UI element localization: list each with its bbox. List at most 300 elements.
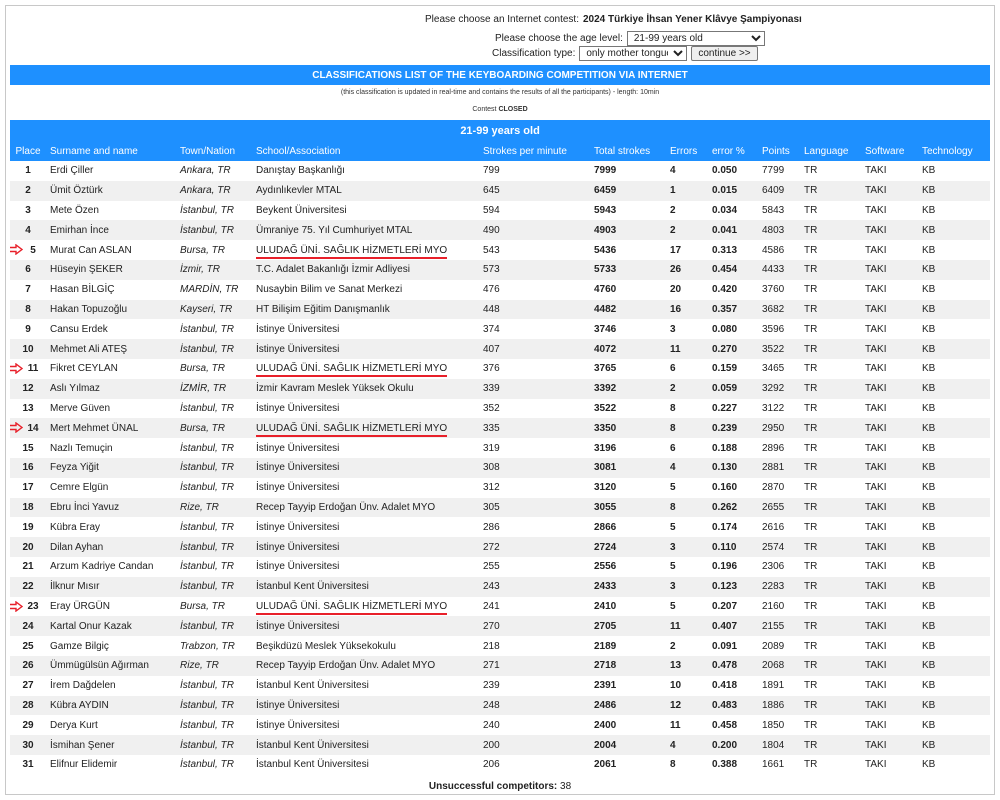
cell-total-strokes <box>590 418 666 438</box>
total-strokes-text: 2433 <box>594 581 617 593</box>
software-text: TAKI <box>865 383 887 395</box>
cell-errors <box>666 260 708 280</box>
points-text: 2068 <box>762 660 785 672</box>
total-strokes-text: 4482 <box>594 303 617 315</box>
cell-school <box>252 696 479 716</box>
error-percent-text: 0.454 <box>712 264 738 276</box>
table-row <box>10 498 990 518</box>
points-text: 2160 <box>762 600 785 612</box>
table-row <box>10 735 990 755</box>
language-text: TR <box>804 680 818 692</box>
technology-text: KB <box>922 640 936 652</box>
cell-place <box>10 220 46 240</box>
cell-software <box>861 181 918 201</box>
place-text: 27 <box>22 680 34 692</box>
cell-school <box>252 339 479 359</box>
cell-place <box>10 478 46 498</box>
age-level-select[interactable] <box>627 31 765 46</box>
technology-text: KB <box>922 699 936 711</box>
total-strokes-text: 2061 <box>594 759 617 771</box>
unsuccessful-count: 38 <box>560 781 572 792</box>
technology-text: KB <box>922 482 936 494</box>
errors-text: 5 <box>670 482 676 494</box>
cell-technology <box>918 676 990 696</box>
cell-name <box>46 537 176 557</box>
cell-name <box>46 438 176 458</box>
table-row <box>10 577 990 597</box>
cell-language <box>800 201 861 221</box>
error-percent-text: 0.188 <box>712 442 738 454</box>
school-text: İstinye Üniversitesi <box>256 462 340 474</box>
technology-text: KB <box>922 303 936 315</box>
errors-text: 10 <box>670 680 682 692</box>
school-text: İstanbul Kent Üniversitesi <box>256 759 369 771</box>
cell-points <box>758 161 800 181</box>
cell-town <box>176 715 252 735</box>
cell-town <box>176 537 252 557</box>
cell-place <box>10 319 46 339</box>
cell-error-percent <box>708 616 758 636</box>
cell-language <box>800 517 861 537</box>
cell-place <box>10 498 46 518</box>
cell-school <box>252 260 479 280</box>
strokes-per-minute-text: 352 <box>483 402 500 414</box>
table-row <box>10 478 990 498</box>
name-text: Ümmügülsün Ağırman <box>50 660 149 672</box>
cell-name <box>46 577 176 597</box>
cell-software <box>861 537 918 557</box>
language-text: TR <box>804 482 818 494</box>
cell-total-strokes <box>590 636 666 656</box>
cell-software <box>861 735 918 755</box>
highlight-arrow-icon <box>10 422 23 433</box>
errors-text: 20 <box>670 284 682 296</box>
age-group-header: 21-99 years old <box>10 120 990 142</box>
cell-place <box>10 458 46 478</box>
error-percent-text: 0.110 <box>712 541 737 553</box>
cell-town <box>176 181 252 201</box>
cell-strokes-per-minute <box>479 715 590 735</box>
cell-points <box>758 379 800 399</box>
cell-name <box>46 557 176 577</box>
error-percent-text: 0.091 <box>712 640 738 652</box>
cell-technology <box>918 181 990 201</box>
cell-school <box>252 379 479 399</box>
cell-town <box>176 418 252 438</box>
total-strokes-text: 2400 <box>594 719 617 731</box>
total-strokes-text: 2004 <box>594 739 617 751</box>
cell-name <box>46 735 176 755</box>
software-text: TAKI <box>865 264 887 276</box>
cell-name <box>46 300 176 320</box>
cell-strokes-per-minute <box>479 240 590 260</box>
cell-errors <box>666 438 708 458</box>
software-text: TAKI <box>865 165 887 177</box>
cell-strokes-per-minute <box>479 537 590 557</box>
contest-row <box>425 14 802 25</box>
place-text: 18 <box>22 501 34 513</box>
software-text: TAKI <box>865 343 887 355</box>
cell-language <box>800 280 861 300</box>
cell-technology <box>918 616 990 636</box>
errors-text: 5 <box>670 561 676 573</box>
cell-place <box>10 260 46 280</box>
age-prompt: Please choose the age level: <box>495 33 623 44</box>
cell-errors <box>666 498 708 518</box>
place-text: 20 <box>22 541 34 553</box>
error-percent-text: 0.041 <box>712 224 738 236</box>
strokes-per-minute-text: 645 <box>483 185 500 197</box>
cell-technology <box>918 220 990 240</box>
cell-strokes-per-minute <box>479 359 590 379</box>
town-text: İstanbul, TR <box>180 719 234 731</box>
cell-strokes-per-minute <box>479 616 590 636</box>
school-text: Recep Tayyip Erdoğan Ünv. Adalet MYO <box>256 501 436 513</box>
classification-type-select[interactable] <box>579 46 687 61</box>
cell-total-strokes <box>590 240 666 260</box>
town-text: İstanbul, TR <box>180 759 234 771</box>
error-percent-text: 0.262 <box>712 501 738 513</box>
school-text: İstanbul Kent Üniversitesi <box>256 581 369 593</box>
points-text: 1886 <box>762 699 785 711</box>
table-row <box>10 458 990 478</box>
errors-text: 8 <box>670 759 676 771</box>
cell-language <box>800 240 861 260</box>
place-text: 1 <box>25 165 31 177</box>
school-text: İstinye Üniversitesi <box>256 620 340 632</box>
error-percent-text: 0.478 <box>712 660 738 672</box>
column-header-place: Place <box>10 142 46 161</box>
name-text: Cansu Erdek <box>50 323 108 335</box>
points-text: 5843 <box>762 204 785 216</box>
cell-strokes-per-minute <box>479 636 590 656</box>
cell-software <box>861 616 918 636</box>
cell-language <box>800 458 861 478</box>
table-row <box>10 319 990 339</box>
place-text: 5 <box>30 244 36 256</box>
total-strokes-text: 2410 <box>594 600 617 612</box>
total-strokes-text: 3746 <box>594 323 617 335</box>
cell-place <box>10 755 46 775</box>
page-title: CLASSIFICATIONS LIST OF THE KEYBOARDING COMPETITION VIA INTERNET <box>10 65 990 85</box>
cell-total-strokes <box>590 715 666 735</box>
software-text: TAKI <box>865 561 887 573</box>
cell-software <box>861 438 918 458</box>
cell-technology <box>918 656 990 676</box>
column-header-total-strokes: Total strokes <box>590 142 666 161</box>
continue-button[interactable]: continue >> <box>691 46 757 61</box>
cell-name <box>46 220 176 240</box>
name-text: Gamze Bilgiç <box>50 640 109 652</box>
strokes-per-minute-text: 476 <box>483 284 500 296</box>
cell-strokes-per-minute <box>479 557 590 577</box>
cell-errors <box>666 220 708 240</box>
cell-total-strokes <box>590 656 666 676</box>
errors-text: 16 <box>670 303 682 315</box>
cell-software <box>861 557 918 577</box>
table-row <box>10 636 990 656</box>
cell-points <box>758 458 800 478</box>
place-text: 15 <box>22 442 34 454</box>
cell-name <box>46 498 176 518</box>
cell-school <box>252 300 479 320</box>
town-text: İstanbul, TR <box>180 739 234 751</box>
cell-technology <box>918 636 990 656</box>
points-text: 3522 <box>762 343 785 355</box>
cell-error-percent <box>708 319 758 339</box>
cell-language <box>800 359 861 379</box>
strokes-per-minute-text: 240 <box>483 719 500 731</box>
strokes-per-minute-text: 272 <box>483 541 500 553</box>
software-text: TAKI <box>865 581 887 593</box>
cell-points <box>758 280 800 300</box>
language-text: TR <box>804 640 818 652</box>
place-text: 6 <box>25 264 31 276</box>
cell-town <box>176 280 252 300</box>
points-text: 2306 <box>762 561 785 573</box>
school-text: İstinye Üniversitesi <box>256 442 340 454</box>
cell-school <box>252 577 479 597</box>
table-row <box>10 755 990 775</box>
cell-school <box>252 656 479 676</box>
cell-error-percent <box>708 399 758 419</box>
cell-total-strokes <box>590 755 666 775</box>
cell-total-strokes <box>590 161 666 181</box>
strokes-per-minute-text: 248 <box>483 699 500 711</box>
town-text: Ankara, TR <box>180 185 231 197</box>
cell-errors <box>666 201 708 221</box>
name-text: Erdi Çiller <box>50 165 94 177</box>
software-text: TAKI <box>865 323 887 335</box>
cell-errors <box>666 379 708 399</box>
table-row <box>10 616 990 636</box>
points-text: 2155 <box>762 620 785 632</box>
cell-software <box>861 300 918 320</box>
language-text: TR <box>804 541 818 553</box>
name-text: Mehmet Ali ATEŞ <box>50 343 128 355</box>
cell-errors <box>666 399 708 419</box>
errors-text: 2 <box>670 204 676 216</box>
errors-text: 3 <box>670 541 676 553</box>
points-text: 3596 <box>762 323 785 335</box>
place-text: 31 <box>22 759 34 771</box>
cell-language <box>800 478 861 498</box>
school-text: İstinye Üniversitesi <box>256 482 340 494</box>
technology-text: KB <box>922 600 936 612</box>
school-text: ULUDAĞ ÜNİ. SAĞLIK HİZMETLERİ MYO <box>256 245 447 259</box>
total-strokes-text: 5733 <box>594 264 617 276</box>
cell-total-strokes <box>590 577 666 597</box>
total-strokes-text: 3120 <box>594 482 617 494</box>
error-percent-text: 0.313 <box>712 244 738 256</box>
technology-text: KB <box>922 264 936 276</box>
cell-school <box>252 220 479 240</box>
name-text: Arzum Kadriye Candan <box>50 561 154 573</box>
strokes-per-minute-text: 543 <box>483 244 500 256</box>
cell-total-strokes <box>590 597 666 617</box>
name-text: Aslı Yılmaz <box>50 383 100 395</box>
cell-language <box>800 696 861 716</box>
points-text: 2896 <box>762 442 785 454</box>
software-text: TAKI <box>865 739 887 751</box>
column-header-name: Surname and name <box>46 142 176 161</box>
cell-town <box>176 597 252 617</box>
age-row <box>495 31 765 46</box>
column-header-points: Points <box>758 142 800 161</box>
cell-error-percent <box>708 557 758 577</box>
school-text: İstinye Üniversitesi <box>256 541 340 553</box>
town-text: İstanbul, TR <box>180 402 234 414</box>
points-text: 2283 <box>762 581 785 593</box>
cell-software <box>861 597 918 617</box>
cell-strokes-per-minute <box>479 735 590 755</box>
school-text: Danıştay Başkanlığı <box>256 165 345 177</box>
place-text: 13 <box>22 402 34 414</box>
school-text: Ümraniye 75. Yıl Cumhuriyet MTAL <box>256 224 413 236</box>
cell-school <box>252 557 479 577</box>
cell-error-percent <box>708 735 758 755</box>
cell-strokes-per-minute <box>479 676 590 696</box>
cell-school <box>252 240 479 260</box>
cell-name <box>46 359 176 379</box>
cell-language <box>800 616 861 636</box>
cell-language <box>800 498 861 518</box>
cell-name <box>46 696 176 716</box>
cell-place <box>10 557 46 577</box>
cell-points <box>758 676 800 696</box>
software-text: TAKI <box>865 402 887 414</box>
strokes-per-minute-text: 255 <box>483 561 500 573</box>
points-text: 2950 <box>762 422 785 434</box>
unsuccessful-label: Unsuccessful competitors: <box>428 781 558 792</box>
technology-text: KB <box>922 185 936 197</box>
cell-points <box>758 557 800 577</box>
cell-name <box>46 517 176 537</box>
cell-points <box>758 319 800 339</box>
table-row <box>10 300 990 320</box>
cell-place <box>10 715 46 735</box>
cell-software <box>861 498 918 518</box>
cell-points <box>758 201 800 221</box>
town-text: Rize, TR <box>180 660 219 672</box>
school-text: İstanbul Kent Üniversitesi <box>256 680 369 692</box>
strokes-per-minute-text: 286 <box>483 521 500 533</box>
technology-text: KB <box>922 165 936 177</box>
school-text: İstinye Üniversitesi <box>256 343 340 355</box>
cell-language <box>800 220 861 240</box>
points-text: 3760 <box>762 284 785 296</box>
school-text: ULUDAĞ ÜNİ. SAĞLIK HİZMETLERİ MYO <box>256 423 447 437</box>
language-text: TR <box>804 323 818 335</box>
place-text: 4 <box>25 224 31 236</box>
cell-points <box>758 399 800 419</box>
name-text: Elifnur Elidemir <box>50 759 118 771</box>
cell-language <box>800 715 861 735</box>
total-strokes-text: 5436 <box>594 244 617 256</box>
errors-text: 26 <box>670 264 682 276</box>
cell-error-percent <box>708 458 758 478</box>
cell-software <box>861 359 918 379</box>
place-text: 24 <box>22 620 34 632</box>
contest-name[interactable]: 2024 Türkiye İhsan Yener Klâvye Şampiyonası <box>583 14 802 25</box>
town-text: İstanbul, TR <box>180 620 234 632</box>
cell-school <box>252 478 479 498</box>
cell-strokes-per-minute <box>479 755 590 775</box>
cell-place <box>10 438 46 458</box>
cell-points <box>758 696 800 716</box>
error-percent-text: 0.357 <box>712 303 738 315</box>
software-text: TAKI <box>865 482 887 494</box>
column-header-software: Software <box>861 142 918 161</box>
strokes-per-minute-text: 339 <box>483 383 500 395</box>
name-text: Mert Mehmet ÜNAL <box>50 422 139 434</box>
town-text: MARDİN, TR <box>180 284 239 296</box>
error-percent-text: 0.407 <box>712 620 738 632</box>
technology-text: KB <box>922 581 936 593</box>
cell-software <box>861 319 918 339</box>
cell-total-strokes <box>590 339 666 359</box>
school-text: Recep Tayyip Erdoğan Ünv. Adalet MYO <box>256 660 436 672</box>
name-text: Merve Güven <box>50 402 111 414</box>
cell-points <box>758 636 800 656</box>
cell-town <box>176 240 252 260</box>
language-text: TR <box>804 739 818 751</box>
cell-total-strokes <box>590 557 666 577</box>
cell-errors <box>666 280 708 300</box>
cell-error-percent <box>708 280 758 300</box>
cell-school <box>252 498 479 518</box>
points-text: 3682 <box>762 303 785 315</box>
cell-town <box>176 755 252 775</box>
cell-technology <box>918 399 990 419</box>
software-text: TAKI <box>865 204 887 216</box>
place-text: 11 <box>27 363 39 375</box>
cell-software <box>861 339 918 359</box>
cell-name <box>46 280 176 300</box>
table-row <box>10 517 990 537</box>
cell-language <box>800 676 861 696</box>
error-percent-text: 0.420 <box>712 284 738 296</box>
cell-language <box>800 300 861 320</box>
cell-errors <box>666 577 708 597</box>
cell-points <box>758 181 800 201</box>
cell-language <box>800 636 861 656</box>
error-percent-text: 0.207 <box>712 600 738 612</box>
school-text: İstanbul Kent Üniversitesi <box>256 739 369 751</box>
cell-errors <box>666 300 708 320</box>
cell-technology <box>918 240 990 260</box>
cell-name <box>46 161 176 181</box>
school-text: İstinye Üniversitesi <box>256 402 340 414</box>
total-strokes-text: 4072 <box>594 343 617 355</box>
points-text: 2089 <box>762 640 785 652</box>
place-text: 3 <box>25 204 31 216</box>
cell-town <box>176 458 252 478</box>
highlight-arrow-icon <box>10 363 23 374</box>
cell-strokes-per-minute <box>479 379 590 399</box>
cell-technology <box>918 339 990 359</box>
strokes-per-minute-text: 270 <box>483 620 500 632</box>
strokes-per-minute-text: 308 <box>483 462 500 474</box>
cell-software <box>861 399 918 419</box>
cell-town <box>176 379 252 399</box>
cell-town <box>176 696 252 716</box>
town-text: İstanbul, TR <box>180 204 234 216</box>
place-text: 28 <box>22 699 34 711</box>
cell-error-percent <box>708 181 758 201</box>
cell-name <box>46 715 176 735</box>
points-text: 3465 <box>762 363 785 375</box>
